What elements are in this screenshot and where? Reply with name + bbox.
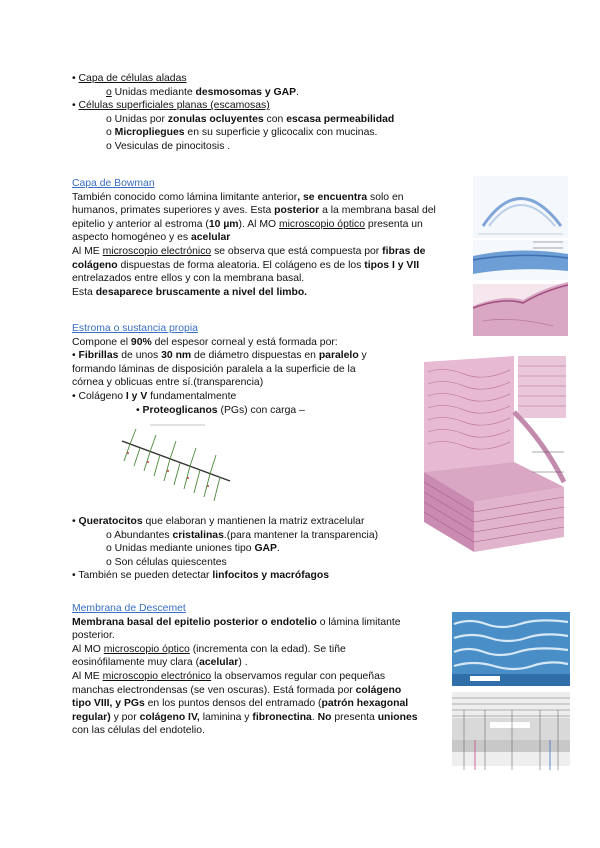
list-item: • Fibrillas de unos 30 nm de diámetro dispuestas en paralelo y xyxy=(72,350,367,362)
list-item: o Unidas por zonulas ocluyentes con escasa permeabilidad xyxy=(106,113,395,125)
list-item: • Proteoglicanos (PGs) con carga – xyxy=(136,404,305,416)
list-item: o Micropliegues en su superficie y glicocalix con mucinas. xyxy=(106,127,378,139)
paragraph-line: eosinófilamente muy clara (acelular) . xyxy=(72,657,248,669)
paragraph-line: Al ME microscopio electrónico la observamos regular con pequeñas xyxy=(72,670,386,682)
paragraph-line: con las células del endotelio. xyxy=(72,725,205,737)
list-item: o Unidas mediante desmosomas y GAP. xyxy=(106,86,299,98)
list-item: o Unidas mediante uniones tipo GAP. xyxy=(106,543,280,555)
section-heading: Capa de Bowman xyxy=(72,178,155,189)
section-heading: Estroma o sustancia propia xyxy=(72,323,198,334)
stroma-figure xyxy=(414,352,572,556)
list-item: • Colágeno I y V fundamentalmente xyxy=(72,390,237,402)
paragraph-line: aspecto homogéneo y es acelular xyxy=(72,232,231,244)
paragraph-line: colágeno dispuestas de forma aleatoria. El colágeno es de los tipos I y VII xyxy=(72,259,420,271)
descemet-section xyxy=(72,602,447,738)
section-heading: Membrana de Descemet xyxy=(72,603,186,614)
paragraph-line: entrelazados entre ellos y con la membrana basal. xyxy=(72,273,305,285)
paragraph-line: córnea y oblicuas entre sí.(transparencia) xyxy=(72,377,264,389)
list-item: • Queratocitos que elaboran y mantienen la matriz extracelular xyxy=(72,516,365,527)
paragraph-line: epitelio y anterior al estroma (10 µm). Al MO microscopio óptico presenta un xyxy=(72,218,423,230)
paragraph-line: Al MO microscopio óptico (incrementa con la edad). Se tiñe xyxy=(72,643,346,655)
paragraph-line: tipo VIII, y PGs en los puntos densos del entramado (patrón hexagonal xyxy=(72,698,409,710)
paragraph-line: posterior. xyxy=(72,630,115,642)
paragraph-line: Membrana basal del epitelio posterior o endotelio o lámina limitante xyxy=(72,616,401,628)
list-item: o Vesiculas de pinocitosis . xyxy=(106,140,231,152)
list-item: o Abundantes cristalinas.(para mantener la transparencia) xyxy=(106,529,379,541)
bowman-figure xyxy=(473,176,568,336)
proteoglycan-figure xyxy=(110,421,240,508)
paragraph-line: regular) y por colágeno IV, laminina y fibronectina. No presenta uniones xyxy=(72,711,418,723)
paragraph-line: Compone el 90% del espesor corneal y está formada por: xyxy=(72,336,338,348)
estroma-section xyxy=(72,322,412,417)
paragraph-line: Al ME microscopio electrónico se observa que está compuesta por fibras de xyxy=(72,245,426,257)
list-item: • Capa de células aladas xyxy=(72,73,187,84)
paragraph-line: manchas electrondensas (se ven oscuras). Está formada por colágeno xyxy=(72,684,402,696)
bowman-section xyxy=(72,177,467,299)
paragraph-line: Esta desaparece bruscamente a nivel del limbo. xyxy=(72,286,308,298)
list-item: • Células superficiales planas (escamosas) xyxy=(72,100,270,112)
paragraph-line: También conocido como lámina limitante anterior, se encuentra solo en xyxy=(72,191,404,203)
list-item: • También se pueden detectar linfocitos y macrófagos xyxy=(72,570,329,582)
paragraph-line: formando láminas de disposición paralela a la superficie de la xyxy=(72,363,356,375)
epithelium-list xyxy=(72,72,472,154)
estroma-continued xyxy=(72,515,412,583)
paragraph-line: humanos, primates superiores y aves. Esta posterior a la membrana basal del xyxy=(72,205,436,217)
descemet-figure xyxy=(450,610,572,776)
list-item: o Son células quiescentes xyxy=(106,556,227,568)
